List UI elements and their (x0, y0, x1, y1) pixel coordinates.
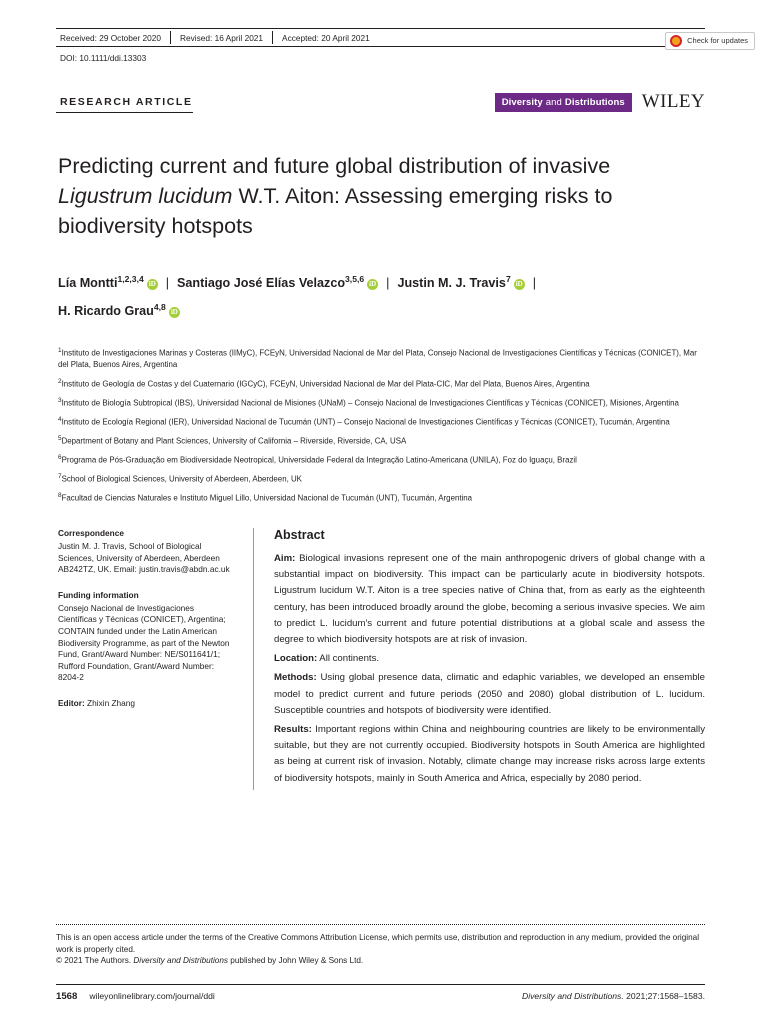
abstract-aim-text: Biological invasions represent one of the main anthropogenic drivers of global change with a substantial impact on biodiversity. This impact can be particularly acute in biodiversity hotspots. Ligustrum lucidum W.T. Aiton is a tree species native of China that, from as early as the eighteenth century, has been introduced broadly around the globe, becoming a serious invasive species. We aim to predict L. lucidum's current and future potential distributions at a global scale and assess the degree to which biodiversity hotspots are at risk of invasion. (274, 553, 705, 646)
correspondence-text: Justin M. J. Travis, School of Biological Sciences, University of Aberdeen, Aberdeen AB242TZ, UK. Email: justin.travis@abdn.ac.uk (58, 541, 230, 575)
page-footer (56, 984, 705, 1002)
metadata-abstract-columns (56, 528, 705, 790)
doi-text[interactable]: DOI: 10.1111/ddi.13303 (60, 53, 147, 63)
page-number: 1568 (56, 991, 78, 1002)
abstract-location-text: All continents. (317, 653, 380, 665)
title-line-3: biodiversity hotspots (58, 214, 253, 238)
abstract-location-label: Location: (274, 653, 318, 665)
journal-logo (495, 93, 632, 112)
abstract-results-text: Important regions within China and neighbouring countries are likely to be environmentally suitable, but they are not currently occupied. Biodiversity hotspots in South America are highlighted as being at current risk of invasion. Notably, climate change may increase risks across large extents of biodiversity hotspots, mainly in South America and Africa, especially by 2080 period. (274, 724, 705, 784)
affiliation-item (58, 471, 705, 485)
license-text: This is an open access article under the terms of the Creative Commons Attribution License, which permits use, distribution and reproduction in any medium, provided the original work is properly cited. (56, 933, 700, 954)
orcid-icon[interactable]: iD (148, 280, 156, 289)
affiliation-item (58, 433, 705, 447)
citation-journal: Diversity and Distributions. (522, 991, 624, 1001)
journal-logo-and: and (545, 96, 562, 108)
journal-logo-part1: Diversity (501, 96, 543, 108)
license-note (56, 924, 705, 967)
citation-rest: 2021;27:1568–1583. (623, 991, 705, 1001)
affiliation-text: Instituto de Investigaciones Marinas y Costeras (IIMyC), FCEyN, Universidad Nacional de Mar del Plata, Consejo Nacional de Investigaciones Científicas y Técnicas (CONICET), Mar del Plata, Buenos Aires, Argentina (58, 349, 697, 370)
affiliation-sup: 8 (58, 492, 62, 499)
title-line-2-rest: W.T. Aiton: Assessing emerging risks to (232, 184, 613, 208)
abstract-section (253, 528, 705, 790)
accepted-date: Accepted: 20 April 2021 (282, 32, 370, 43)
copyright-line (56, 955, 705, 967)
editor-label: Editor: (58, 697, 85, 708)
revised-date: Revised: 16 April 2021 (180, 32, 264, 43)
article-type-row (56, 83, 705, 113)
article-history-bar (56, 28, 705, 47)
affiliation-item (58, 376, 705, 390)
editor-line (58, 698, 235, 710)
affiliation-text: Instituto de Ecología Regional (IER), Universidad Nacional de Tucumán (UNT) – Consejo Nacional de Investigaciones Científicas y Técnicas (CONICET), Tucumán, Argentina (61, 417, 670, 427)
title-species-name: Ligustrum lucidum (58, 184, 233, 208)
abstract-aim-label: Aim: (274, 553, 296, 565)
affiliation-item (58, 452, 705, 466)
abstract-methods (274, 670, 705, 719)
author-separator: | (386, 276, 390, 291)
affiliation-item (58, 345, 705, 370)
orcid-icon[interactable]: iD (515, 280, 523, 289)
affiliation-list (56, 345, 705, 504)
copyright-post: published by John Wiley & Sons Ltd. (228, 956, 364, 966)
article-first-page (0, 28, 761, 1028)
publisher-logo: WILEY (641, 91, 705, 112)
affiliation-sup: 4 (58, 415, 62, 423)
metadata-sidebar (58, 528, 253, 790)
author-name[interactable]: Lía Montti (58, 276, 118, 291)
orcid-icon[interactable]: iD (369, 280, 377, 289)
funding-text: Consejo Nacional de Investigaciones Científicas y Técnicas (CONICET), Argentina; CONTAIN funded under the Latin American Biodiversity Programme, as part of the Newton Fund, Grant/Award Number: NE/S011641/1; Rufford Foundation, Grant/Award Number: 8204-2 (58, 602, 230, 683)
affiliation-text: Department of Botany and Plant Sciences, University of California – Riverside, Riverside, CA, USA (61, 436, 407, 446)
journal-branding (495, 91, 705, 113)
abstract-location (274, 651, 705, 667)
affiliation-sup: 6 (58, 453, 62, 461)
affiliation-sup: 5 (58, 434, 62, 442)
author-affiliation-sup: 7 (505, 274, 511, 284)
author-separator: | (532, 276, 536, 291)
author-list (56, 267, 705, 323)
page-title (56, 151, 698, 241)
affiliation-text: School of Biological Sciences, University of Aberdeen, Aberdeen, UK (61, 474, 302, 484)
footer-left (56, 991, 215, 1002)
check-for-updates-label: Check for updates (687, 36, 748, 46)
received-date: Received: 29 October 2020 (60, 32, 162, 43)
affiliation-text: Facultad de Ciencias Naturales e Instituto Miguel Lillo, Universidad Nacional de Tucumán (UNT), Tucumán, Argentina (61, 493, 473, 503)
copyright-pre: © 2021 The Authors. (56, 956, 134, 966)
article-type-label: RESEARCH ARTICLE (56, 96, 193, 113)
affiliation-text: Programa de Pós-Graduação em Biodiversidade Neotropical, Universidade Federal da Integração Latino-Americana (UNILA), Foz do Iguaçu, Brazil (61, 455, 577, 465)
affiliation-sup: 3 (58, 396, 62, 404)
affiliation-item (58, 414, 705, 428)
copyright-journal: Diversity and Distributions (133, 956, 229, 966)
affiliation-sup: 7 (58, 472, 62, 480)
journal-logo-part2: Distributions (564, 96, 625, 108)
check-for-updates-badge[interactable] (665, 32, 755, 50)
journal-url[interactable]: wileyonlinelibrary.com/journal/ddi (89, 991, 215, 1001)
author-name[interactable]: Justin M. J. Travis (397, 276, 506, 291)
affiliation-text: Instituto de Biología Subtropical (IBS), Universidad Nacional de Misiones (UNaM) – Consejo Nacional de Investigaciones Científicas y Técnicas (CONICET), Misiones, Argentina (61, 398, 679, 408)
abstract-methods-text: Using global presence data, climatic and edaphic variables, we developed an ensemble model to predict current and future periods (2050 and 2080) global distribution of L. lucidum. Susceptible countries and hotspots of biodiversity were identified. (274, 672, 705, 716)
author-affiliation-sup: 3,5,6 (345, 274, 365, 284)
author-affiliation-sup: 4,8 (153, 302, 166, 313)
abstract-results (274, 722, 705, 787)
abstract-methods-label: Methods: (274, 672, 317, 684)
abstract-aim (274, 551, 705, 648)
author-affiliation-sup: 1,2,3,4 (117, 274, 144, 284)
crossmark-icon (670, 35, 682, 47)
author-separator: | (165, 276, 170, 291)
abstract-results-label: Results: (274, 724, 312, 736)
title-line-1: Predicting current and future global distribution of invasive (58, 154, 611, 178)
affiliation-text: Instituto de Geología de Costas y del Cuaternario (IGCyC), FCEyN, Universidad Nacional de Mar del Plata-CIC, Mar del Plata, Buenos Aires, Argentina (61, 379, 590, 389)
editor-name: Zhixin Zhang (87, 697, 136, 708)
abstract-heading: Abstract (274, 528, 325, 543)
affiliation-item (58, 395, 705, 409)
author-name[interactable]: H. Ricardo Grau (58, 304, 154, 319)
correspondence-heading: Correspondence (58, 528, 124, 539)
orcid-icon[interactable]: iD (170, 308, 178, 317)
affiliation-sup: 2 (58, 377, 62, 385)
affiliation-sup: 1 (58, 347, 62, 355)
affiliation-item (58, 490, 705, 504)
author-name[interactable]: Santiago José Elías Velazco (177, 276, 346, 291)
funding-heading: Funding information (58, 589, 139, 600)
